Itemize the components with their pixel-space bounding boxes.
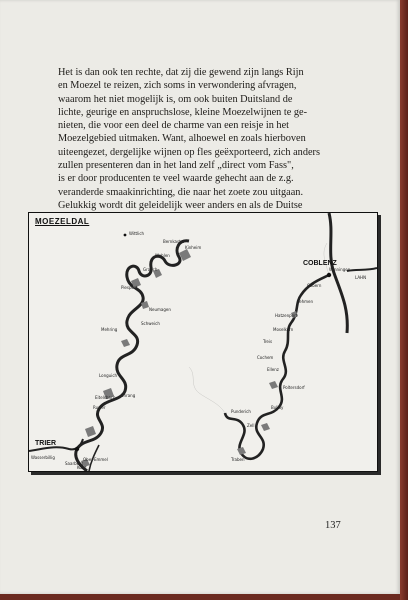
label-wittlich: Wittlich bbox=[129, 231, 145, 236]
label-graach: Graach bbox=[143, 267, 158, 272]
koblenz-marker bbox=[327, 273, 331, 277]
text-line: lichte, geurige en anspruchslose, kleine Moezelwijnen te ge- bbox=[58, 106, 308, 118]
trier-marker bbox=[75, 447, 79, 451]
map-title: MOEZELDAL bbox=[35, 217, 90, 226]
moselle-river-upper bbox=[189, 367, 225, 413]
label-winningen: Winningen bbox=[329, 267, 351, 272]
body-text bbox=[58, 66, 350, 212]
label-schweich: Schweich bbox=[141, 321, 160, 326]
label-neumagen: Neumagen bbox=[149, 307, 171, 312]
label-kinheim: Kinheim bbox=[185, 245, 202, 250]
rhine-river bbox=[329, 213, 347, 333]
label-longuich: Longuich bbox=[99, 373, 118, 378]
label-ehrang: Ehrang bbox=[121, 393, 136, 398]
label-lahn: LAHN bbox=[355, 275, 367, 280]
label-ruwer: Ruwer bbox=[93, 405, 106, 410]
label-cobern: Cobern bbox=[307, 283, 322, 288]
label-ober-emmel: Ober-Emmel bbox=[83, 457, 108, 462]
map-drawing bbox=[29, 213, 377, 471]
moselle-valley-map bbox=[28, 212, 378, 472]
label-zell: Zell bbox=[247, 423, 255, 428]
label-treis: Treis bbox=[263, 339, 273, 344]
label-ellenz: Ellenz bbox=[267, 367, 279, 372]
text-line: waarom het niet mogelijk is, om ook buiten Duitsland de bbox=[58, 93, 293, 105]
page-number: 137 bbox=[325, 520, 341, 531]
text-line: zullen presenteren dan in het land zelf „direct vom Fass", bbox=[58, 160, 294, 172]
label-cochem: Cochem bbox=[257, 355, 274, 360]
text-line: Moezelgebied uitmaken. Want, alhoewel en zoals hierboven bbox=[58, 133, 306, 145]
label-koblenz: COBLENZ bbox=[303, 260, 337, 267]
label-moselkern: Moselkern bbox=[273, 327, 294, 332]
label-saarburg: Saarburg bbox=[65, 461, 84, 466]
lahn-river bbox=[347, 268, 377, 271]
label-punderich: Punderich bbox=[231, 409, 251, 414]
text-line: is er door producenten te veel waarde gehecht aan de z.g. bbox=[58, 173, 294, 185]
label-trier: TRIER bbox=[35, 440, 56, 447]
label-lehmen: Lehmen bbox=[297, 299, 314, 304]
text-line: Gelukkig wordt dit geleidelijk weer anders en als de Duitse bbox=[58, 199, 303, 211]
label-hatzenport: Hatzenport bbox=[275, 313, 298, 318]
label-piesport: Piesport bbox=[121, 285, 138, 290]
text-line: nieten, die voor een deel de charme van een reisje in het bbox=[58, 120, 290, 132]
text-line: Het is dan ook ten rechte, dat zij die gewend zijn langs Rijn bbox=[58, 67, 304, 78]
text-line: uiteengezet, dergelijke wijnen op fles geëxporteerd, zich anders bbox=[58, 146, 320, 158]
text-line: veranderde smaakinrichting, die naar het zoete zou uitgaan. bbox=[58, 186, 304, 198]
label-poltersdorf: Poltersdorf bbox=[283, 385, 305, 390]
moselle-river-west bbox=[76, 241, 189, 471]
label-mehring: Mehring bbox=[101, 327, 118, 332]
label-eitelsbach: Eitelsbach bbox=[95, 395, 116, 400]
label-bullay: Bullay bbox=[271, 405, 284, 410]
text-line: en Moezel te reizen, zich soms in verwondering afvragen, bbox=[58, 80, 297, 92]
label-konz: Konz bbox=[77, 465, 87, 470]
label-bernkastel: Bernkastel bbox=[163, 239, 185, 244]
book-spine bbox=[400, 0, 408, 600]
label-wasserbillig: Wasserbillig bbox=[31, 455, 55, 460]
label-traben: Traben bbox=[231, 457, 245, 462]
book-cover-edge bbox=[0, 594, 400, 600]
wittlich-marker bbox=[124, 234, 127, 237]
label-wehlen: Wehlen bbox=[155, 253, 170, 258]
